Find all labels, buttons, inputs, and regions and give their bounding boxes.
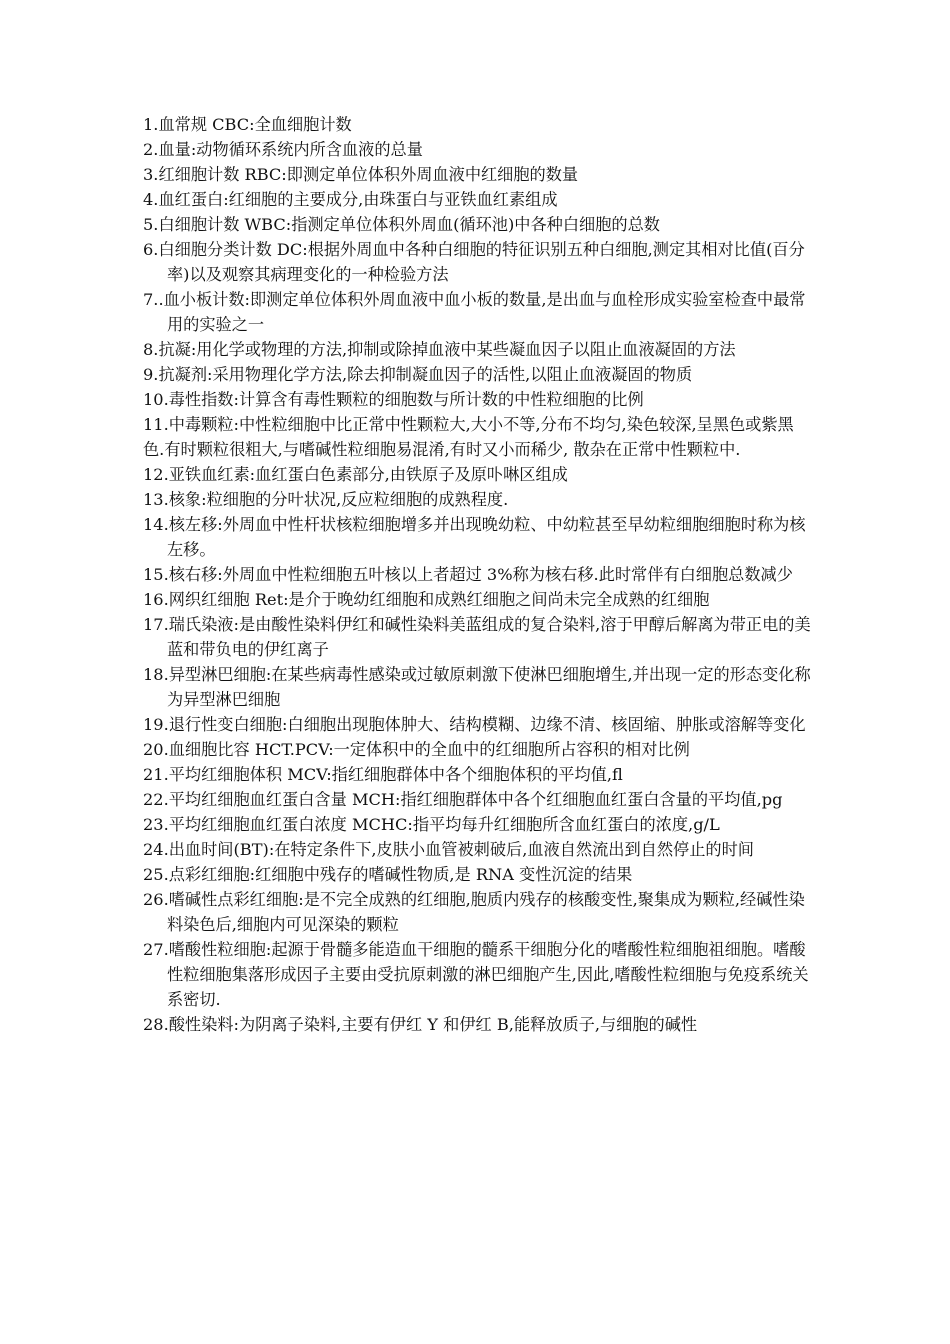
list-item: 16.网织红细胞 Ret:是介于晚幼红细胞和成熟红细胞之间尚未完全成熟的红细胞 — [143, 590, 710, 609]
list-item: 10.毒性指数:计算含有毒性颗粒的细胞数与所计数的中性粒细胞的比例 — [143, 390, 644, 409]
list-item: 24.出血时间(BT):在特定条件下,皮肤小血管被刺破后,血液自然流出到自然停止的时间 — [143, 840, 754, 859]
list-item: 20.血细胞比容 HCT.PCV:一定体积中的全血中的红细胞所占容积的相对比例 — [143, 740, 690, 759]
list-item: 26.嗜碱性点彩红细胞:是不完全成熟的红细胞,胞质内残存的核酸变性,聚集成为颗粒,经碱性染料染色后,细胞内可见深染的颗粒 — [143, 890, 805, 934]
list-item: 23.平均红细胞血红蛋白浓度 MCHC:指平均每升红细胞所含血红蛋白的浓度,g/L — [143, 815, 720, 834]
list-item: 21.平均红细胞体积 MCV:指红细胞群体中各个细胞体积的平均值,fl — [143, 765, 623, 784]
list-item: 19.退行性变白细胞:白细胞出现胞体肿大、结构模糊、边缘不清、核固缩、肿胀或溶解等变化 — [143, 715, 806, 734]
list-item: 12.亚铁血红素:血红蛋白色素部分,由铁原子及原卟啉区组成 — [143, 465, 568, 484]
list-item: 14.核左移:外周血中性杆状核粒细胞增多并出现晚幼粒、中幼粒甚至早幼粒细胞细胞时称为核左移。 — [143, 515, 806, 559]
list-item: 6.白细胞分类计数 DC:根据外周血中各种白细胞的特征识别五种白细胞,测定其相对比值(百分率)以及观察其病理变化的一种检验方法 — [143, 240, 805, 284]
list-item: 4.血红蛋白:红细胞的主要成分,由珠蛋白与亚铁血红素组成 — [143, 190, 558, 209]
list-item: 13.核象:粒细胞的分叶状况,反应粒细胞的成熟程度. — [143, 490, 509, 509]
list-item: 28.酸性染料:为阴离子染料,主要有伊红 Y 和伊红 B,能释放质子,与细胞的碱性 — [143, 1015, 698, 1034]
list-item: 7..血小板计数:即测定单位体积外周血液中血小板的数量,是出血与血栓形成实验室检查中最常用的实验之一 — [143, 290, 806, 334]
list-item: 22.平均红细胞血红蛋白含量 MCH:指红细胞群体中各个红细胞血红蛋白含量的平均值,pg — [143, 790, 783, 809]
list-item: 9.抗凝剂:采用物理化学方法,除去抑制凝血因子的活性,以阻止血液凝固的物质 — [143, 365, 693, 384]
list-item: 2.血量:动物循环系统内所含血液的总量 — [143, 140, 423, 159]
list-item: 8.抗凝:用化学或物理的方法,抑制或除掉血液中某些凝血因子以阻止血液凝固的方法 — [143, 340, 736, 359]
list-item: 27.嗜酸性粒细胞:起源于骨髓多能造血干细胞的髓系干细胞分化的嗜酸性粒细胞祖细胞。嗜酸性粒细胞集落形成因子主要由受抗原刺激的淋巴细胞产生,因此,嗜酸性粒细胞与免疫系统关系密切. — [143, 940, 809, 1009]
list-item: 25.点彩红细胞:红细胞中残存的嗜碱性物质,是 RNA 变性沉淀的结果 — [143, 865, 633, 884]
list-item: 1.血常规 CBC:全血细胞计数 — [143, 115, 352, 134]
list-item: 11.中毒颗粒:中性粒细胞中比正常中性颗粒大,大小不等,分布不均匀,染色较深,呈黑色或紫黑色.有时颗粒很粗大,与嗜碱性粒细胞易混淆,有时又小而稀少, 散杂在正常中性颗粒中. — [143, 415, 794, 459]
list-item: 3.红细胞计数 RBC:即测定单位体积外周血液中红细胞的数量 — [143, 165, 579, 184]
list-item: 15.核右移:外周血中性粒细胞五叶核以上者超过 3%称为核右移.此时常伴有白细胞总数减少 — [143, 565, 793, 584]
list-item: 18.异型淋巴细胞:在某些病毒性感染或过敏原刺激下使淋巴细胞增生,并出现一定的形态变化称为异型淋巴细胞 — [143, 665, 811, 709]
list-item: 5.白细胞计数 WBC:指测定单位体积外周血(循环池)中各种白细胞的总数 — [143, 215, 660, 234]
list-item: 17.瑞氏染液:是由酸性染料伊红和碱性染料美蓝组成的复合染料,溶于甲醇后解离为带正电的美蓝和带负电的伊红离子 — [143, 615, 811, 659]
document-body — [143, 112, 815, 1037]
